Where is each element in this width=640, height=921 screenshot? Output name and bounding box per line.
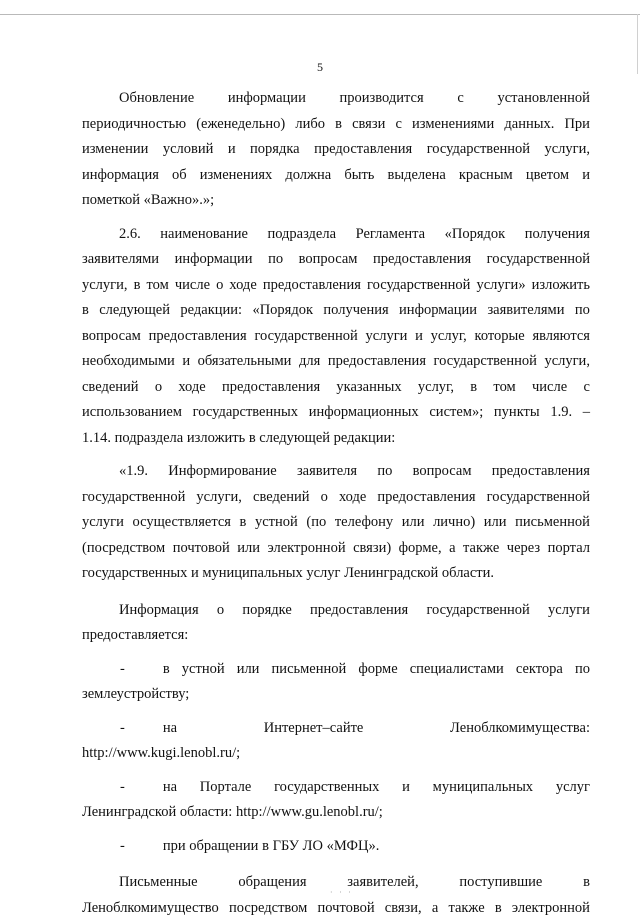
- text-line: [82, 86, 590, 112]
- word: услуг: [556, 775, 590, 801]
- word: государственной: [434, 349, 537, 375]
- word: письменной: [515, 510, 590, 536]
- word: а: [449, 536, 455, 562]
- word: услуги,: [544, 349, 590, 375]
- word: редакции:: [180, 298, 242, 324]
- word: устной: [182, 657, 225, 683]
- word: Обновление: [119, 86, 194, 112]
- word: цветом: [526, 163, 569, 189]
- word: изменениями: [412, 112, 494, 138]
- word: почтовой: [173, 536, 230, 562]
- word: При: [564, 112, 589, 138]
- paragraph-written-requests: [82, 870, 590, 921]
- word: в: [82, 298, 89, 324]
- text-line: [82, 716, 590, 742]
- word: а: [432, 896, 438, 921]
- word: ходе: [178, 375, 205, 401]
- word: (посредством: [82, 536, 165, 562]
- word: письменной: [272, 657, 347, 683]
- word: условий: [163, 137, 214, 163]
- word: и: [182, 349, 190, 375]
- word: сведений: [82, 375, 139, 401]
- word: государственной: [82, 485, 185, 511]
- word: в: [163, 657, 170, 683]
- word: ходе: [339, 485, 366, 511]
- word: также: [463, 536, 499, 562]
- word: услуги,: [544, 137, 590, 163]
- text-line: [82, 112, 590, 138]
- word: или: [402, 510, 425, 536]
- word: являются: [532, 324, 590, 350]
- word: или: [237, 536, 260, 562]
- word: систем»;: [429, 400, 483, 426]
- word: изложить: [532, 273, 590, 299]
- word: ЛО: [303, 834, 327, 860]
- word: Леноблкомимущество: [82, 896, 219, 921]
- word: использованием: [82, 400, 182, 426]
- word: государственной: [487, 485, 590, 511]
- word: подраздела: [267, 222, 336, 248]
- word: том: [147, 273, 169, 299]
- word: государственных: [274, 775, 379, 801]
- list-item: [82, 716, 590, 767]
- text-line: [82, 834, 590, 860]
- word: о: [321, 485, 328, 511]
- word: необходимыми: [82, 349, 175, 375]
- word: на: [163, 775, 177, 801]
- word: изменении: [82, 137, 148, 163]
- text-line: [82, 298, 590, 324]
- word: 1.9.: [550, 400, 572, 426]
- word: сведений: [253, 485, 310, 511]
- word: производится: [340, 86, 424, 112]
- word: услуги,: [196, 485, 242, 511]
- text-line: [82, 459, 590, 485]
- word: 2.6.: [119, 222, 141, 248]
- text-line: [82, 510, 590, 536]
- word: услуги»: [476, 273, 525, 299]
- word: следующей: [99, 298, 170, 324]
- word: заявителей,: [347, 870, 418, 896]
- text-line: [82, 485, 590, 511]
- word: для: [299, 349, 320, 375]
- word: вопросам: [413, 459, 472, 485]
- word: ходе: [229, 273, 256, 299]
- word: форме,: [399, 536, 442, 562]
- word: информации: [175, 247, 253, 273]
- word: «МФЦ».: [327, 834, 380, 860]
- word: об: [172, 163, 187, 189]
- text-line: [82, 536, 590, 562]
- word: и: [402, 775, 410, 801]
- word: «Порядок: [445, 222, 506, 248]
- word: изменениях: [200, 163, 273, 189]
- paragraph-update-info: [82, 86, 590, 214]
- word: (по: [306, 510, 326, 536]
- text-line: пометкой «Важно».»;: [82, 188, 590, 214]
- word: заявителями: [487, 298, 564, 324]
- bullet-dash: -: [120, 775, 125, 801]
- word: специалистами: [410, 657, 504, 683]
- list-item: [82, 657, 590, 708]
- text-line: [82, 137, 590, 163]
- word: порядке: [242, 598, 291, 624]
- word: «1.9.: [119, 459, 148, 485]
- word: предоставления: [314, 137, 412, 163]
- word: в: [134, 273, 141, 299]
- text-line: [82, 896, 590, 921]
- word: поступившие: [459, 870, 542, 896]
- word: услуги: [366, 324, 408, 350]
- word: и: [228, 137, 236, 163]
- word: устной: [255, 510, 298, 536]
- text-line: [82, 775, 590, 801]
- word: в: [262, 834, 272, 860]
- word: почтовой: [318, 896, 375, 921]
- page-number: 5: [0, 60, 640, 75]
- word: по: [268, 247, 283, 273]
- word: пункты: [494, 400, 540, 426]
- text-line: Ленинградской области: http://www.gu.lenobl.ru/;: [82, 800, 590, 826]
- word: том: [493, 375, 515, 401]
- word: установленной: [497, 86, 590, 112]
- word: связи,: [385, 896, 422, 921]
- word: наименование: [160, 222, 248, 248]
- text-line: государственных и муниципальных услуг Ленинградской области.: [82, 561, 590, 587]
- word: предоставления: [492, 459, 590, 485]
- word: периодичностью: [82, 112, 186, 138]
- word: о: [217, 598, 224, 624]
- word: лично): [433, 510, 475, 536]
- word: сектора: [516, 657, 563, 683]
- word: либо: [295, 112, 325, 138]
- bullet-list: [82, 657, 590, 860]
- word: Регламента: [356, 222, 426, 248]
- word: предоставления: [377, 485, 475, 511]
- word: Интернет–сайте: [264, 716, 364, 742]
- word: в: [470, 375, 477, 401]
- word: заявителями: [82, 247, 159, 273]
- word: государственной: [427, 137, 530, 163]
- word: заявителя: [297, 459, 357, 485]
- word: быть: [344, 163, 374, 189]
- word: по: [575, 657, 590, 683]
- word: в: [583, 870, 590, 896]
- word: муниципальных: [433, 775, 533, 801]
- word: предоставления: [222, 375, 320, 401]
- text-line: землеустройству;: [82, 682, 590, 708]
- word: при: [163, 834, 189, 860]
- bullet-dash: -: [120, 657, 125, 683]
- word: предоставления: [373, 247, 471, 273]
- paragraph-clause-1-9: [82, 459, 590, 587]
- word: осуществляется: [132, 510, 230, 536]
- word: предоставления: [328, 349, 426, 375]
- word: через: [507, 536, 540, 562]
- word: должна: [285, 163, 331, 189]
- word: вопросам: [299, 247, 358, 273]
- word: и: [582, 163, 590, 189]
- text-line: [82, 657, 590, 683]
- word: телефону: [335, 510, 393, 536]
- text-line: [82, 400, 590, 426]
- word: государственной: [254, 324, 357, 350]
- word: данных.: [504, 112, 554, 138]
- word: вопросам: [82, 324, 141, 350]
- word: государственных: [193, 400, 298, 426]
- word: предоставления: [263, 273, 361, 299]
- text-line: [82, 375, 590, 401]
- word: информации: [228, 86, 306, 112]
- word: и: [415, 324, 423, 350]
- scan-edge-top: [0, 14, 640, 15]
- word: электронной: [512, 896, 590, 921]
- word: услуг,: [418, 375, 454, 401]
- text-line: [82, 222, 590, 248]
- list-item: [82, 775, 590, 826]
- text-line: предоставляется:: [82, 623, 590, 649]
- word: услуги,: [82, 273, 128, 299]
- word: услуги: [548, 598, 590, 624]
- text-line: 1.14. подраздела изложить в следующей редакции:: [82, 426, 590, 452]
- text-line: [82, 349, 590, 375]
- text-line: http://www.kugi.lenobl.ru/;: [82, 741, 590, 767]
- word: посредством: [229, 896, 307, 921]
- word: или: [484, 510, 507, 536]
- word: информации: [399, 298, 477, 324]
- word: предоставления: [310, 598, 408, 624]
- word: Портале: [200, 775, 252, 801]
- word: (еженедельно): [196, 112, 285, 138]
- word: указанных: [336, 375, 401, 401]
- word: ГБУ: [273, 834, 303, 860]
- word: Письменные: [119, 870, 198, 896]
- word: связи: [352, 112, 385, 138]
- word: информационных: [309, 400, 419, 426]
- word: о: [155, 375, 162, 401]
- text-line: [82, 273, 590, 299]
- word: обязательными: [198, 349, 292, 375]
- scan-specks: · · ·: [330, 888, 353, 897]
- word: услуг,: [431, 324, 467, 350]
- word: обращении: [189, 834, 262, 860]
- word: обращения: [238, 870, 306, 896]
- text-line: [82, 247, 590, 273]
- bullet-dash: -: [120, 834, 125, 860]
- paragraph-section-2-6: [82, 222, 590, 452]
- word: с: [395, 112, 401, 138]
- word: связи): [353, 536, 391, 562]
- list-item: [82, 834, 590, 860]
- word: Леноблкомимущества:: [450, 716, 590, 742]
- word: услуги: [82, 510, 124, 536]
- word: в: [240, 510, 247, 536]
- bullet-text: [163, 775, 590, 801]
- word: на: [163, 716, 177, 742]
- word: предоставления: [149, 324, 247, 350]
- word: информация: [82, 163, 159, 189]
- word: –: [583, 400, 590, 426]
- bullet-text: [163, 834, 590, 860]
- word: получения: [323, 298, 388, 324]
- word: с: [457, 86, 463, 112]
- word: в: [335, 112, 342, 138]
- paragraph-info-provided: [82, 598, 590, 649]
- word: с: [583, 375, 589, 401]
- word: или: [237, 657, 260, 683]
- word: Информация: [119, 598, 199, 624]
- word: электронной: [268, 536, 346, 562]
- word: в: [495, 896, 502, 921]
- text-line: [82, 870, 590, 896]
- word: числе: [175, 273, 210, 299]
- text-line: [82, 324, 590, 350]
- bullet-text: [163, 716, 590, 742]
- word: которые: [475, 324, 525, 350]
- word: красным: [459, 163, 513, 189]
- word: портал: [548, 536, 590, 562]
- word: государственной: [367, 273, 470, 299]
- word: государственной: [487, 247, 590, 273]
- bullet-text: [163, 657, 590, 683]
- word: Информирование: [168, 459, 276, 485]
- word: также: [448, 896, 484, 921]
- word: государственной: [426, 598, 529, 624]
- word: порядка: [250, 137, 300, 163]
- word: «Порядок: [252, 298, 313, 324]
- text-line: [82, 163, 590, 189]
- word: выделена: [388, 163, 446, 189]
- document-body: [82, 86, 590, 921]
- word: по: [377, 459, 392, 485]
- word: о: [216, 273, 223, 299]
- text-line: [82, 598, 590, 624]
- word: по: [575, 298, 590, 324]
- word: форме: [358, 657, 397, 683]
- word: получения: [525, 222, 590, 248]
- bullet-dash: -: [120, 716, 125, 742]
- word: числе: [532, 375, 567, 401]
